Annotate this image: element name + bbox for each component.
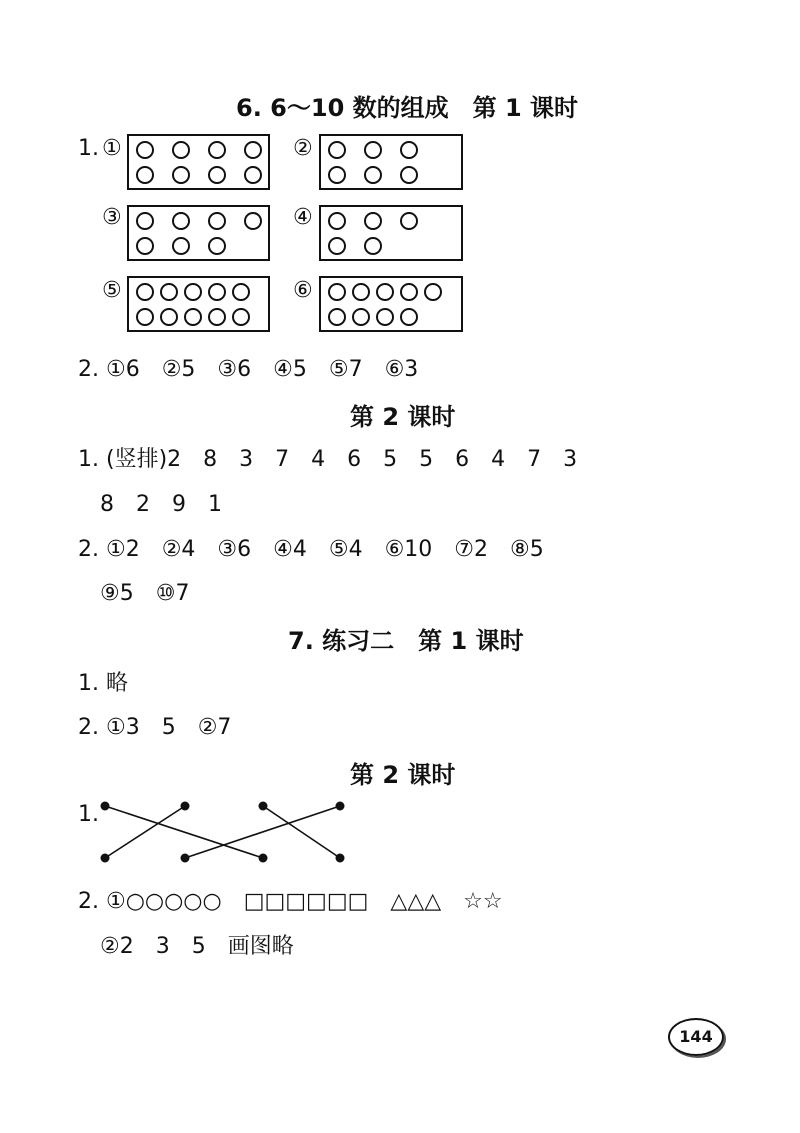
- match-line: [105, 806, 263, 858]
- matching-diagram: [95, 795, 355, 870]
- counter-circle: [232, 283, 250, 301]
- counter-circle: [208, 237, 226, 255]
- counter-circle: [172, 237, 190, 255]
- counter-circle: [172, 212, 190, 230]
- counter-circle: [184, 308, 202, 326]
- match-dot: [101, 854, 110, 863]
- counter-box-1: [127, 134, 270, 190]
- counter-circle: [232, 308, 250, 326]
- counter-circle: [352, 283, 370, 301]
- counter-circle: [364, 237, 382, 255]
- counter-circle: [136, 308, 154, 326]
- section-7-lesson-2-q2-line-1: 2. ①○○○○○ □□□□□□ △△△ ☆☆: [78, 889, 503, 914]
- box-label-2: ②: [293, 136, 313, 161]
- match-dot: [336, 854, 345, 863]
- counter-circle: [400, 212, 418, 230]
- box-label-4: ④: [293, 205, 313, 230]
- section-7-q1-answer: 1. 略: [78, 671, 128, 696]
- counter-circle: [172, 141, 190, 159]
- counter-circle: [136, 283, 154, 301]
- counter-circle: [376, 308, 394, 326]
- section-7-lesson-2-q2-line-2: ②2 3 5 画图略: [100, 934, 294, 959]
- counter-circle: [172, 166, 190, 184]
- section-6-lesson-2-q1-line-2: 8 2 9 1: [100, 492, 222, 517]
- section-7-q2-answer: 2. ①3 5 ②7: [78, 715, 232, 740]
- counter-circle: [244, 166, 262, 184]
- match-dot: [101, 802, 110, 811]
- counter-circle: [244, 141, 262, 159]
- counter-box-2: [319, 134, 463, 190]
- counter-box-5: [127, 276, 270, 332]
- match-line: [105, 806, 185, 858]
- match-dot: [259, 854, 268, 863]
- section-7-lesson-2-q1-number: 1.: [78, 802, 99, 827]
- counter-circle: [400, 141, 418, 159]
- counter-circle: [328, 141, 346, 159]
- question-1-number: 1.: [78, 136, 99, 161]
- counter-circle: [328, 237, 346, 255]
- counter-circle: [136, 166, 154, 184]
- counter-circle: [400, 283, 418, 301]
- box-label-1: ①: [102, 136, 122, 161]
- box-label-6: ⑥: [293, 278, 313, 303]
- counter-circle: [160, 283, 178, 301]
- counter-circle: [364, 212, 382, 230]
- counter-circle: [328, 212, 346, 230]
- counter-circle: [328, 283, 346, 301]
- match-dot: [181, 802, 190, 811]
- match-dot: [336, 802, 345, 811]
- section-6-lesson-2-title: 第 2 课时: [350, 403, 456, 431]
- counter-circle: [136, 237, 154, 255]
- page-number: 144: [668, 1018, 724, 1056]
- match-line: [185, 806, 340, 858]
- counter-box-3: [127, 205, 270, 261]
- counter-circle: [400, 308, 418, 326]
- counter-circle: [208, 308, 226, 326]
- counter-circle: [424, 283, 442, 301]
- match-dot: [259, 802, 268, 811]
- section-6-lesson-2-q1-line-1: 1. (竖排)2 8 3 7 4 6 5 5 6 4 7 3: [78, 447, 578, 472]
- match-dot: [181, 854, 190, 863]
- counter-circle: [208, 283, 226, 301]
- counter-circle: [364, 166, 382, 184]
- counter-circle: [136, 141, 154, 159]
- section-7-lesson-2-title: 第 2 课时: [350, 761, 456, 789]
- section-6-q2-answers: 2. ①6 ②5 ③6 ④5 ⑤7 ⑥3: [78, 357, 419, 382]
- counter-circle: [376, 283, 394, 301]
- counter-circle: [136, 212, 154, 230]
- section-6-title: 6. 6～10 数的组成 第 1 课时: [236, 94, 579, 122]
- counter-circle: [208, 166, 226, 184]
- section-6-lesson-2-q2-line-2: ⑨5 ⑩7: [100, 581, 190, 606]
- counter-box-4: [319, 205, 463, 261]
- counter-circle: [184, 283, 202, 301]
- counter-circle: [328, 308, 346, 326]
- counter-circle: [208, 212, 226, 230]
- box-label-5: ⑤: [102, 278, 122, 303]
- counter-circle: [244, 212, 262, 230]
- box-label-3: ③: [102, 205, 122, 230]
- counter-box-6: [319, 276, 463, 332]
- section-6-lesson-2-q2-line-1: 2. ①2 ②4 ③6 ④4 ⑤4 ⑥10 ⑦2 ⑧5: [78, 537, 544, 562]
- counter-circle: [364, 141, 382, 159]
- counter-circle: [328, 166, 346, 184]
- counter-circle: [400, 166, 418, 184]
- counter-circle: [160, 308, 178, 326]
- match-line: [263, 806, 340, 858]
- counter-circle: [208, 141, 226, 159]
- counter-circle: [352, 308, 370, 326]
- section-7-title: 7. 练习二 第 1 课时: [288, 627, 524, 655]
